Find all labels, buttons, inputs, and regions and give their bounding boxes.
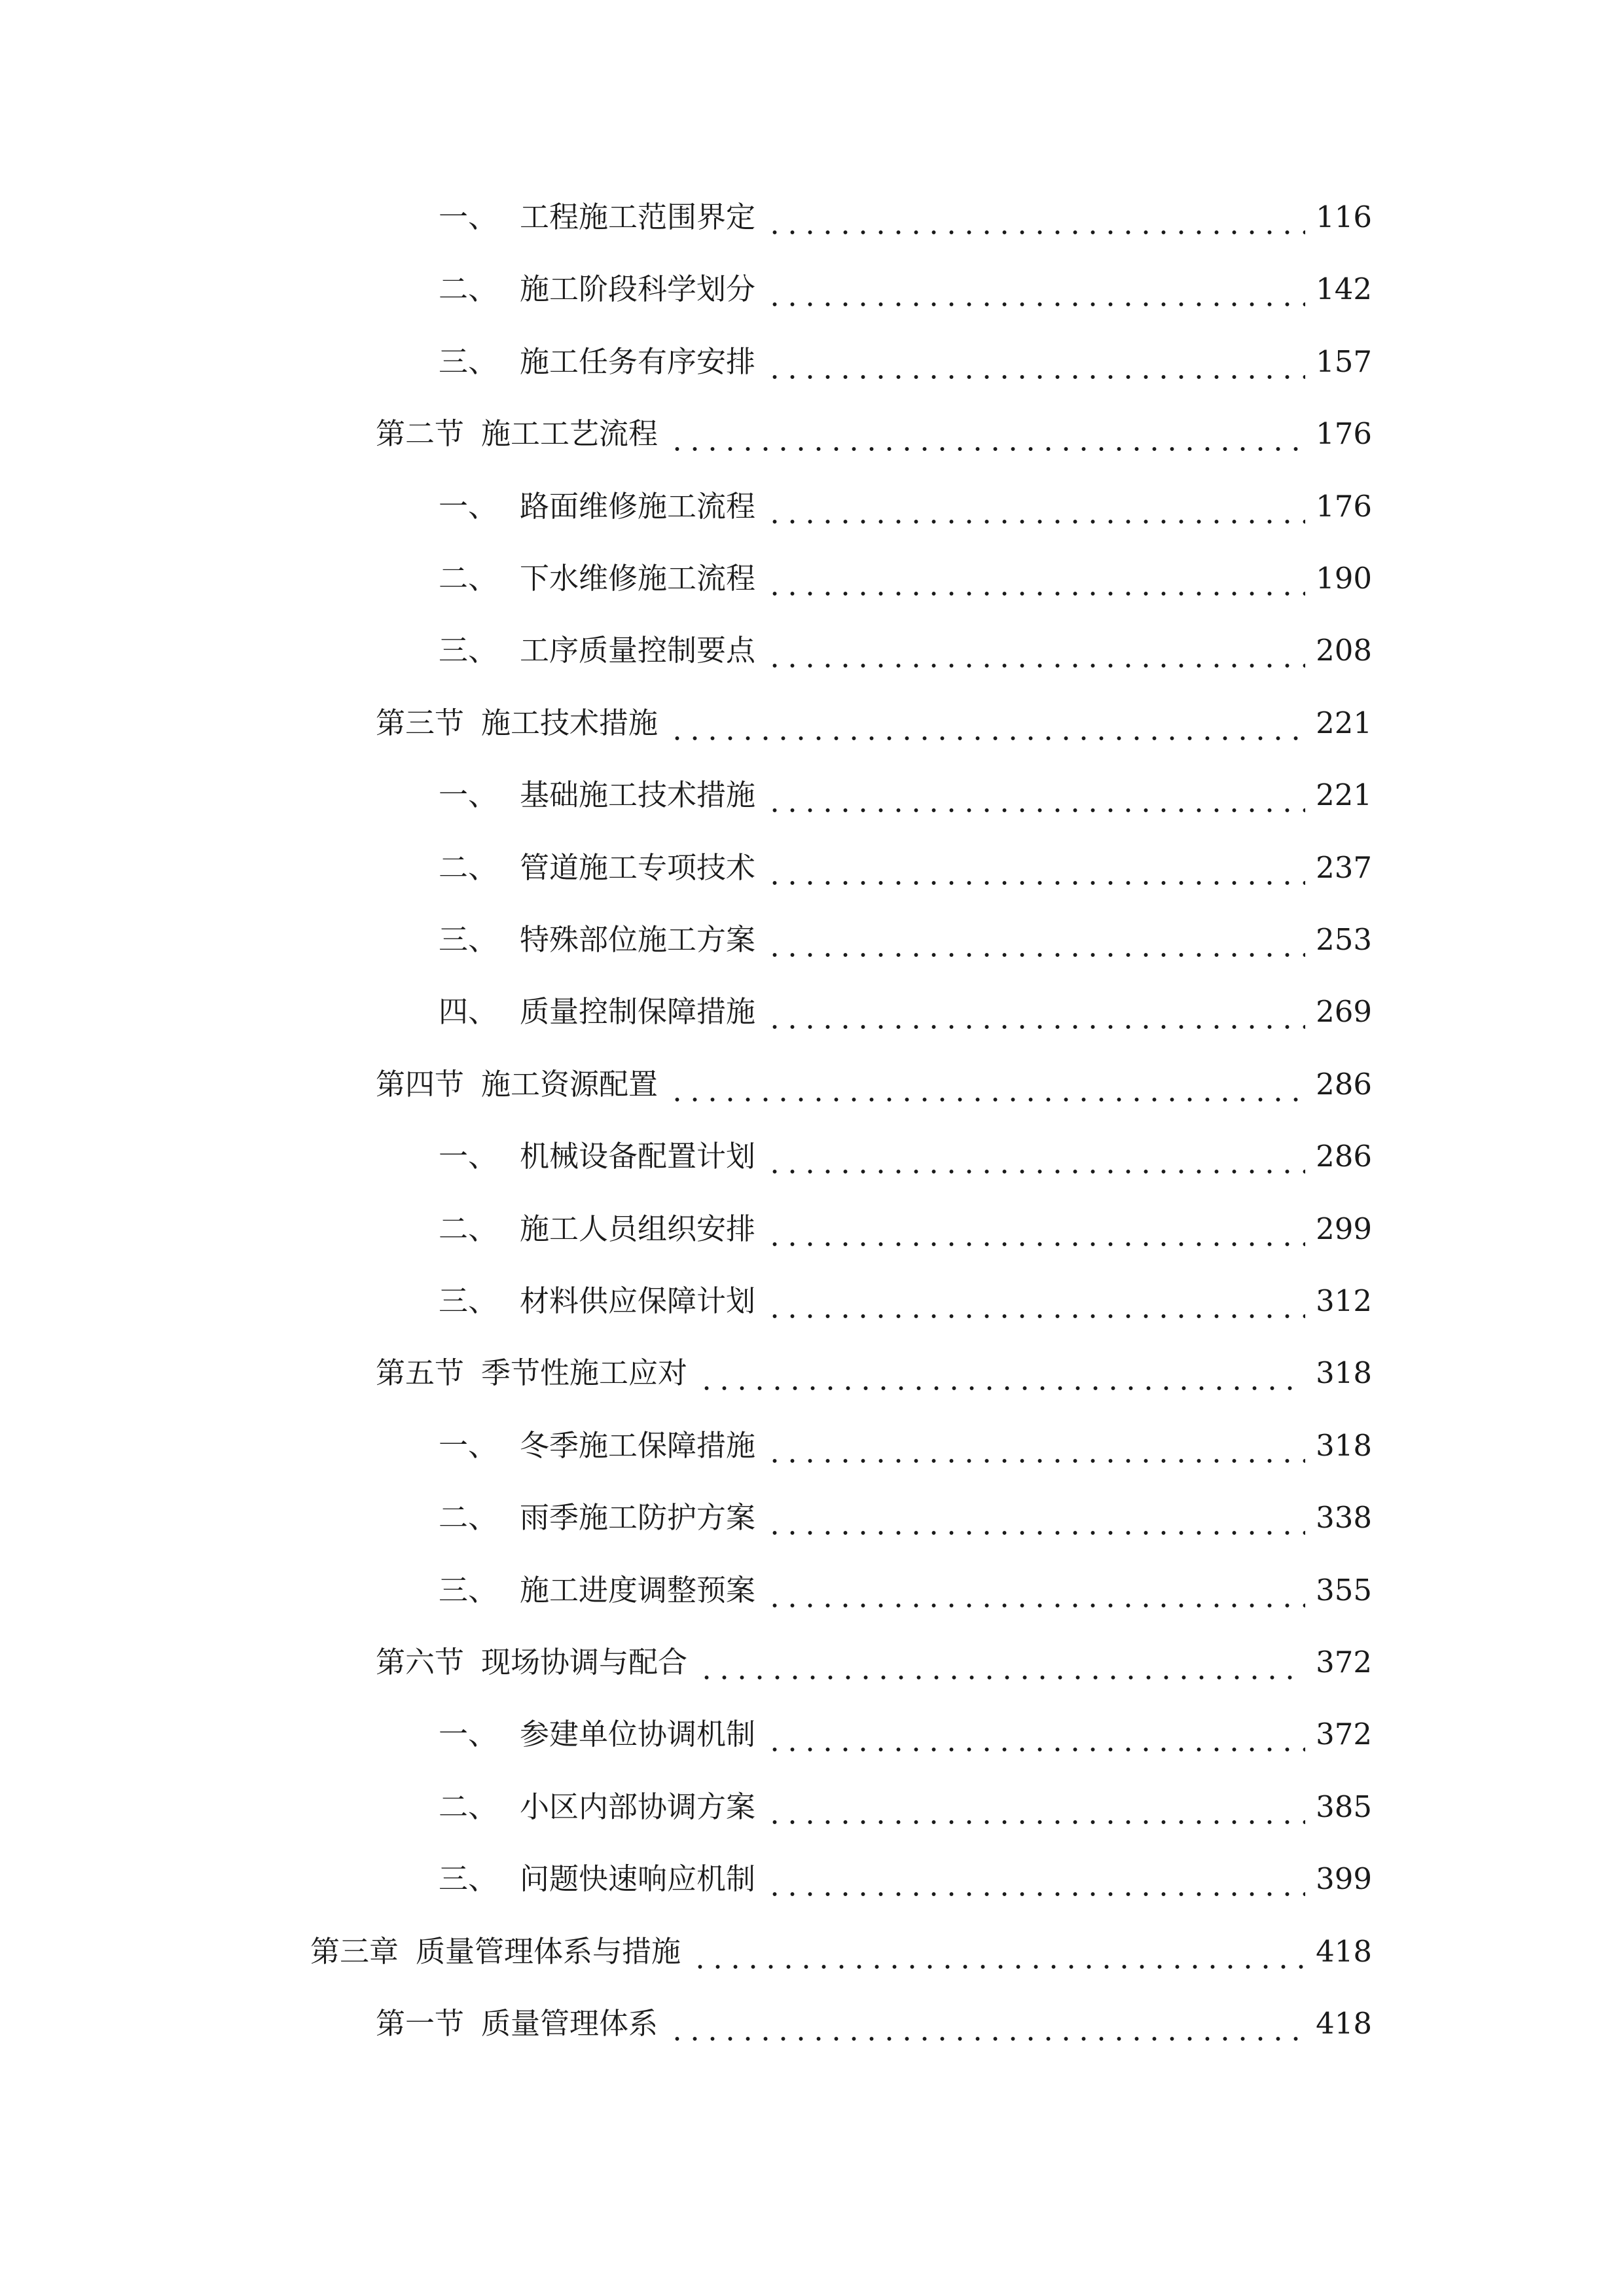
toc-dot-leader [691, 1929, 1305, 1975]
toc-entry-section[interactable] [376, 1062, 1372, 1107]
toc-entry-item[interactable] [439, 1712, 1372, 1757]
toc-dot-leader [668, 1062, 1305, 1107]
toc-page-number: 318 [1316, 1355, 1372, 1390]
toc-entry-label [439, 1712, 755, 1757]
toc-dot-leader [766, 194, 1305, 240]
toc-entry-item[interactable] [439, 339, 1372, 385]
toc-page-number: 237 [1316, 850, 1372, 885]
toc-entry-title: 路面维修施工流程 [520, 489, 756, 524]
toc-dot-leader [766, 628, 1305, 673]
toc-entry-number: 第六节 [376, 1645, 465, 1679]
toc-page-number: 190 [1316, 561, 1372, 596]
toc-entry-number: 一、 [439, 778, 498, 812]
toc-entry-label [376, 2001, 658, 2047]
toc-entry-label [439, 1495, 755, 1541]
toc-entry-item[interactable] [439, 772, 1372, 818]
toc-entry-label [439, 917, 755, 963]
toc-dot-leader [766, 1784, 1305, 1830]
toc-entry-chapter[interactable] [310, 1929, 1372, 1975]
toc-entry-title: 施工任务有序安排 [520, 344, 756, 379]
toc-entry-item[interactable] [439, 845, 1372, 891]
toc-entry-label [439, 989, 755, 1035]
toc-entry-section[interactable] [376, 2001, 1372, 2047]
toc-page-number: 385 [1316, 1789, 1372, 1824]
toc-page-number: 221 [1316, 778, 1372, 812]
toc-entry-item[interactable] [439, 1856, 1372, 1902]
toc-dot-leader [766, 1134, 1305, 1179]
toc-page-number: 116 [1316, 200, 1372, 234]
toc-entry-item[interactable] [439, 194, 1372, 240]
toc-page-number: 142 [1316, 272, 1372, 306]
toc-dot-leader [766, 1856, 1305, 1902]
toc-entry-number: 三、 [439, 1283, 498, 1318]
toc-entry-number: 二、 [439, 1789, 498, 1824]
toc-dot-leader [766, 339, 1305, 385]
toc-dot-leader [766, 1278, 1305, 1324]
toc-entry-item[interactable] [439, 1278, 1372, 1324]
toc-page-number: 318 [1316, 1428, 1372, 1463]
toc-entry-number: 第一节 [376, 2006, 465, 2041]
toc-page-number: 355 [1316, 1573, 1372, 1607]
toc-entry-number: 三、 [439, 1861, 498, 1896]
toc-entry-number: 二、 [439, 850, 498, 885]
toc-entry-label [439, 845, 755, 891]
toc-entry-label [439, 484, 755, 529]
toc-entry-title: 冬季施工保障措施 [520, 1428, 756, 1463]
toc-entry-title: 季节性施工应对 [481, 1355, 688, 1390]
toc-entry-number: 三、 [439, 633, 498, 668]
toc-dot-leader [668, 700, 1305, 746]
toc-entry-number: 第五节 [376, 1355, 465, 1390]
toc-entry-title: 工序质量控制要点 [520, 633, 756, 668]
toc-entry-label [439, 1856, 755, 1902]
toc-entry-item[interactable] [439, 917, 1372, 963]
toc-dot-leader [766, 484, 1305, 529]
toc-entry-item[interactable] [439, 1423, 1372, 1469]
toc-entry-label [439, 1784, 755, 1830]
toc-page-number: 286 [1316, 1067, 1372, 1102]
toc-entry-number: 三、 [439, 922, 498, 957]
toc-page-number: 269 [1316, 994, 1372, 1029]
toc-entry-title: 施工技术措施 [481, 706, 659, 740]
toc-entry-label [439, 1134, 755, 1179]
toc-dot-leader [698, 1640, 1305, 1685]
toc-page-number: 338 [1316, 1500, 1372, 1535]
toc-entry-item[interactable] [439, 1495, 1372, 1541]
toc-page-number: 418 [1316, 2006, 1372, 2041]
toc-entry-label [376, 1062, 658, 1107]
toc-entry-label [439, 1206, 755, 1252]
toc-page-number: 176 [1316, 489, 1372, 524]
toc-entry-section[interactable] [376, 700, 1372, 746]
toc-entry-section[interactable] [376, 1640, 1372, 1685]
toc-entry-title: 雨季施工防护方案 [520, 1500, 756, 1535]
toc-entry-title: 下水维修施工流程 [520, 561, 756, 596]
toc-dot-leader [668, 2001, 1305, 2047]
toc-page-number: 176 [1316, 416, 1372, 451]
toc-page-number: 157 [1316, 344, 1372, 379]
toc-entry-title: 施工人员组织安排 [520, 1211, 756, 1246]
toc-entry-title: 施工阶段科学划分 [520, 272, 756, 306]
toc-entry-label [376, 1640, 687, 1685]
toc-entry-number: 二、 [439, 272, 498, 306]
toc-entry-title: 机械设备配置计划 [520, 1139, 756, 1174]
toc-entry-number: 一、 [439, 489, 498, 524]
toc-entry-title: 施工资源配置 [481, 1067, 659, 1102]
toc-entry-title: 材料供应保障计划 [520, 1283, 756, 1318]
toc-entry-label [376, 411, 658, 457]
toc-entry-number: 第三节 [376, 706, 465, 740]
toc-entry-number: 四、 [439, 994, 498, 1029]
toc-entry-item[interactable] [439, 1568, 1372, 1613]
toc-entry-label [439, 266, 755, 312]
toc-entry-label [439, 1568, 755, 1613]
toc-dot-leader [766, 1495, 1305, 1541]
toc-entry-title: 现场协调与配合 [481, 1645, 688, 1679]
toc-entry-item[interactable] [439, 484, 1372, 529]
toc-dot-leader [766, 845, 1305, 891]
toc-entry-item[interactable] [439, 989, 1372, 1035]
toc-entry-number: 第二节 [376, 416, 465, 451]
toc-page-number: 372 [1316, 1717, 1372, 1751]
toc-entry-label [439, 1278, 755, 1324]
toc-entry-number: 一、 [439, 1139, 498, 1174]
toc-entry-number: 第三章 [310, 1934, 399, 1969]
toc-entry-number: 三、 [439, 344, 498, 379]
toc-entry-number: 第四节 [376, 1067, 465, 1102]
toc-entry-item[interactable] [439, 1206, 1372, 1252]
toc-entry-label [310, 1929, 681, 1975]
toc-entry-number: 二、 [439, 1500, 498, 1535]
toc-entry-number: 二、 [439, 1211, 498, 1246]
toc-entry-section[interactable] [376, 1350, 1372, 1396]
toc-page-number: 372 [1316, 1645, 1372, 1679]
toc-dot-leader [766, 1712, 1305, 1757]
toc-page-number: 253 [1316, 922, 1372, 957]
toc-entry-title: 问题快速响应机制 [520, 1861, 756, 1896]
toc-page-number: 418 [1316, 1934, 1372, 1969]
toc-dot-leader [766, 1206, 1305, 1252]
toc-entry-title: 质量管理体系 [481, 2006, 659, 2041]
toc-entry-number: 一、 [439, 1428, 498, 1463]
toc-dot-leader [766, 772, 1305, 818]
toc-entry-label [439, 339, 755, 385]
toc-entry-number: 二、 [439, 561, 498, 596]
toc-entry-item[interactable] [439, 266, 1372, 312]
toc-entry-title: 工程施工范围界定 [520, 200, 756, 234]
toc-entry-item[interactable] [439, 628, 1372, 673]
toc-entry-label [376, 700, 658, 746]
toc-entry-title: 质量管理体系与措施 [416, 1934, 681, 1969]
toc-entry-title: 质量控制保障措施 [520, 994, 756, 1029]
toc-dot-leader [766, 1423, 1305, 1469]
toc-entry-number: 一、 [439, 200, 498, 234]
toc-dot-leader [668, 411, 1305, 457]
toc-entry-label [439, 772, 755, 818]
toc-entry-title: 特殊部位施工方案 [520, 922, 756, 957]
toc-dot-leader [766, 556, 1305, 601]
toc-entry-label [376, 1350, 687, 1396]
toc-dot-leader [766, 1568, 1305, 1613]
toc-page-number: 299 [1316, 1211, 1372, 1246]
toc-entry-label [439, 556, 755, 601]
toc-entry-number: 三、 [439, 1573, 498, 1607]
toc-page-number: 208 [1316, 633, 1372, 668]
toc-entry-title: 小区内部协调方案 [520, 1789, 756, 1824]
toc-dot-leader [766, 989, 1305, 1035]
toc-dot-leader [766, 917, 1305, 963]
toc-entry-title: 施工工艺流程 [481, 416, 659, 451]
toc-page-number: 312 [1316, 1283, 1372, 1318]
toc-page-number: 399 [1316, 1861, 1372, 1896]
toc-entry-item[interactable] [439, 1134, 1372, 1179]
toc-page-number: 221 [1316, 706, 1372, 740]
toc-page-number: 286 [1316, 1139, 1372, 1174]
toc-entry-item[interactable] [439, 556, 1372, 601]
toc-entry-title: 管道施工专项技术 [520, 850, 756, 885]
toc-entry-label [439, 628, 755, 673]
toc-entry-title: 参建单位协调机制 [520, 1717, 756, 1751]
toc-entry-section[interactable] [376, 411, 1372, 457]
toc-dot-leader [698, 1350, 1305, 1396]
toc-entry-item[interactable] [439, 1784, 1372, 1830]
toc-entry-label [439, 194, 755, 240]
toc-entry-label [439, 1423, 755, 1469]
toc-entry-title: 基础施工技术措施 [520, 778, 756, 812]
toc-entry-title: 施工进度调整预案 [520, 1573, 756, 1607]
toc-entry-number: 一、 [439, 1717, 498, 1751]
toc-dot-leader [766, 266, 1305, 312]
